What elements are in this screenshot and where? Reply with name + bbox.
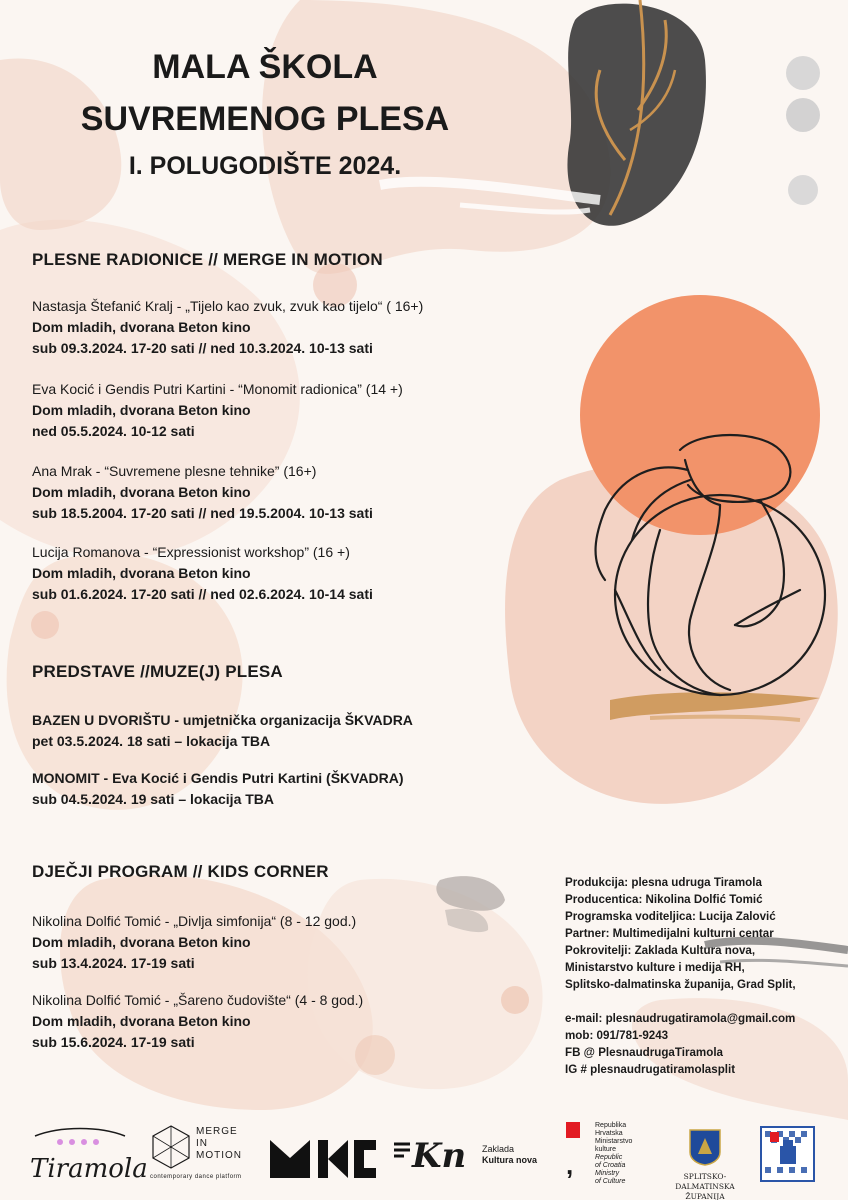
event-title: Eva Kocić i Gendis Putri Kartini - “Monomit radionica” (14 +): [32, 381, 403, 397]
event-time: ned 05.5.2024. 10-12 sati: [32, 423, 195, 439]
contact-instagram: IG # plesnaudrugatiramolasplit: [565, 1063, 736, 1076]
ministry-of-culture-logo: [566, 1122, 646, 1192]
ministry-text: Republika: [595, 1122, 627, 1129]
event-workshop-4: [32, 542, 373, 605]
event-workshop-2: [32, 379, 403, 442]
contact-facebook: FB @ PlesnaudrugaTiramola: [565, 1046, 723, 1059]
credit-line: Ministarstvo kulture i medija RH,: [565, 961, 745, 974]
event-title: Nikolina Dolfić Tomić - „Divlja simfonija“ (8 - 12 god.): [32, 913, 357, 929]
event-time: sub 04.5.2024. 19 sati – lokacija TBA: [32, 791, 275, 807]
event-place: Dom mladih, dvorana Beton kino: [32, 934, 251, 950]
merge-in-motion-logo: [150, 1124, 270, 1186]
tiramola-logo: [30, 1118, 148, 1188]
county-coat-of-arms-icon: [688, 1128, 722, 1166]
event-title: BAZEN U DVORIŠTU - umjetnička organizacija ŠKVADRA: [32, 712, 413, 728]
credit-line: Produkcija: plesna udruga Tiramola: [565, 876, 762, 889]
event-time: sub 09.3.2024. 17-20 sati // ned 10.3.2024. 10-13 sati: [32, 340, 373, 356]
ministry-red-square: [566, 1122, 580, 1138]
event-workshop-3: [32, 461, 373, 524]
event-show-1: [32, 710, 413, 752]
title-line-1: MALA ŠKOLA: [152, 48, 378, 86]
title-line-2: SUVREMENOG PLESA: [80, 100, 450, 138]
event-title: Nikolina Dolfić Tomić - „Šareno čudovište“ (4 - 8 god.): [32, 992, 364, 1008]
mkc-mark-icon: [268, 1136, 378, 1180]
ministry-text: of Croatia: [595, 1162, 626, 1169]
merge-subtitle: contemporary dance platform: [150, 1174, 242, 1180]
event-title: Nastasja Štefanić Kralj - „Tijelo kao zvuk, zvuk kao tijelo“ ( 16+): [32, 298, 424, 314]
title-line-3: I. POLUGODIŠTE 2024.: [128, 152, 402, 180]
ministry-text: Hrvatska: [595, 1130, 623, 1137]
event-title: MONOMIT - Eva Kocić i Gendis Putri Kartini (ŠKVADRA): [32, 770, 404, 786]
city-of-split-logo: [760, 1126, 815, 1182]
ministry-text: Ministarstvo: [595, 1138, 633, 1145]
motion-text: MOTION: [196, 1150, 242, 1161]
credit-line: Splitsko-dalmatinska županija, Grad Split,: [565, 978, 796, 991]
section-heading-workshops: PLESNE RADIONICE // MERGE IN MOTION: [32, 250, 383, 269]
ministry-text: Republic: [595, 1154, 623, 1161]
credit-line: [565, 993, 796, 1010]
contact-phone: mob: 091/781-9243: [565, 1029, 669, 1042]
credit-line: Programska voditeljica: Lucija Zalović: [565, 910, 776, 923]
event-place: Dom mladih, dvorana Beton kino: [32, 402, 251, 418]
event-place: Dom mladih, dvorana Beton kino: [32, 1013, 251, 1029]
mkc-logo: [268, 1136, 378, 1180]
county-logo: [660, 1128, 750, 1198]
sponsor-logos: [0, 1110, 848, 1200]
event-time: sub 18.5.2004. 17-20 sati // ned 19.5.2004. 10-13 sati: [32, 505, 373, 521]
credit-line: Producentica: Nikolina Dolfić Tomić: [565, 893, 763, 906]
event-place: Dom mladih, dvorana Beton kino: [32, 565, 251, 581]
event-title: Lucija Romanova - “Expressionist workshop” (16 +): [32, 544, 350, 560]
event-place: Dom mladih, dvorana Beton kino: [32, 484, 251, 500]
tiramola-wordmark: Tiramola: [30, 1154, 148, 1184]
geometric-icon: [150, 1124, 192, 1170]
event-time: sub 01.6.2024. 17-20 sati // ned 02.6.2024. 10-14 sati: [32, 586, 373, 602]
county-name-line1: SPLITSKO-DALMATINSKA: [675, 1172, 735, 1191]
kn-wordmark: Kn: [412, 1136, 467, 1176]
event-kids-1: [32, 911, 356, 974]
in-text: IN: [196, 1138, 208, 1149]
ministry-comma-mark: ,: [566, 1150, 574, 1180]
merge-text: MERGE: [196, 1126, 238, 1137]
event-time: sub 15.6.2024. 17-19 sati: [32, 1034, 195, 1050]
credits-block: [565, 874, 796, 1078]
ministry-text: kulture: [595, 1146, 617, 1153]
event-kids-2: [32, 990, 363, 1053]
kn-stripes-icon: [392, 1140, 412, 1160]
section-heading-shows: PREDSTAVE //MUZE(J) PLESA: [32, 662, 283, 681]
kultura-nova-logo: [392, 1136, 542, 1180]
event-time: pet 03.5.2024. 18 sati – lokacija TBA: [32, 733, 271, 749]
event-title: Ana Mrak - “Suvremene plesne tehnike” (16+): [32, 463, 317, 479]
event-workshop-1: [32, 296, 423, 359]
event-place: Dom mladih, dvorana Beton kino: [32, 319, 251, 335]
credit-line: Partner: Multimedijalni kulturni centar: [565, 927, 774, 940]
kultura-nova-text: Kultura nova: [482, 1155, 538, 1165]
contact-email: e-mail: plesnaudrugatiramola@gmail.com: [565, 1012, 796, 1025]
tiramola-mark-icon: [30, 1118, 130, 1148]
ministry-text: Ministry: [595, 1170, 620, 1177]
section-heading-kids: DJEČJI PROGRAM // KIDS CORNER: [32, 862, 329, 881]
city-coat-of-arms-icon: [760, 1126, 815, 1182]
event-show-2: [32, 768, 404, 810]
ministry-text: of Culture: [595, 1178, 626, 1185]
county-name-line2: ŽUPANIJA: [685, 1192, 725, 1200]
event-time: sub 13.4.2024. 17-19 sati: [32, 955, 195, 971]
zaklada-text: Zaklada: [482, 1144, 515, 1154]
credit-line: Pokrovitelji: Zaklada Kultura nova,: [565, 944, 756, 957]
